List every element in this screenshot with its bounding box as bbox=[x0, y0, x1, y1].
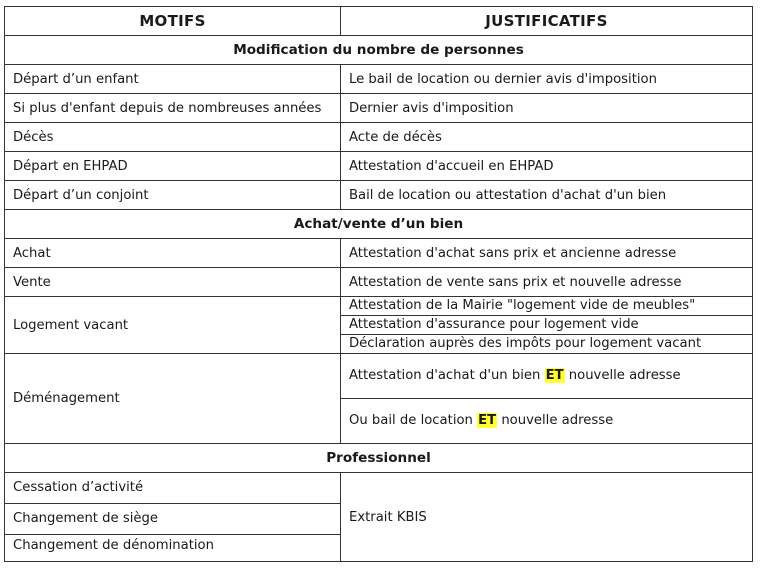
justificatif-cell: Le bail de location ou dernier avis d'imposition bbox=[341, 65, 753, 94]
table-row-demenagement bbox=[5, 354, 753, 444]
table-row bbox=[5, 239, 753, 268]
motif-cell: Départ en EHPAD bbox=[5, 152, 341, 181]
motif-cell: Achat bbox=[5, 239, 341, 268]
section-title-professionnel: Professionnel bbox=[5, 444, 753, 473]
justificatif-cell: Attestation d'achat sans prix et ancienne adresse bbox=[341, 239, 753, 268]
motif-cell: Vente bbox=[5, 268, 341, 297]
option-text: Attestation d'achat d'un bien bbox=[349, 368, 545, 383]
justificatif-cell: Bail de location ou attestation d'achat d'un bien bbox=[341, 181, 753, 210]
table-row bbox=[5, 65, 753, 94]
option-text: Ou bail de location bbox=[349, 413, 478, 428]
section-title-modification: Modification du nombre de personnes bbox=[5, 36, 753, 65]
motif-stack bbox=[5, 473, 341, 562]
table-row bbox=[5, 94, 753, 123]
motif-cell: Déménagement bbox=[5, 354, 341, 444]
header-justificatifs: JUSTIFICATIFS bbox=[341, 7, 753, 36]
motif-line: Cessation d’activité bbox=[5, 473, 340, 504]
highlight-et: ET bbox=[478, 413, 497, 428]
justificatif-cell: Attestation d'accueil en EHPAD bbox=[341, 152, 753, 181]
table-row bbox=[5, 268, 753, 297]
option-text: nouvelle adresse bbox=[564, 368, 681, 383]
section-header-row bbox=[5, 444, 753, 473]
table-header-row bbox=[5, 7, 753, 36]
justificatif-line: Attestation de la Mairie "logement vide de meubles" bbox=[341, 297, 752, 316]
header-motifs: MOTIFS bbox=[5, 7, 341, 36]
motif-cell: Si plus d'enfant depuis de nombreuses années bbox=[5, 94, 341, 123]
justificatif-cell: Extrait KBIS bbox=[341, 473, 753, 562]
motif-cell: Logement vacant bbox=[5, 297, 341, 354]
justificatif-stack bbox=[341, 354, 753, 444]
justificatif-line: Attestation d'assurance pour logement vide bbox=[341, 316, 752, 335]
table-row-logement-vacant bbox=[5, 297, 753, 354]
justificatif-option-bail bbox=[341, 399, 752, 443]
section-header-row bbox=[5, 210, 753, 239]
justificatifs-table bbox=[4, 6, 753, 562]
table-row bbox=[5, 123, 753, 152]
highlight-et: ET bbox=[545, 368, 564, 383]
table-row bbox=[5, 181, 753, 210]
justificatif-cell: Attestation de vente sans prix et nouvelle adresse bbox=[341, 268, 753, 297]
section-title-achat-vente: Achat/vente d’un bien bbox=[5, 210, 753, 239]
justificatif-stack bbox=[341, 297, 753, 354]
justificatif-cell: Dernier avis d'imposition bbox=[341, 94, 753, 123]
motif-cell: Décès bbox=[5, 123, 341, 152]
justificatif-option-achat bbox=[341, 354, 752, 399]
table-row-professionnel bbox=[5, 473, 753, 562]
table-row bbox=[5, 152, 753, 181]
justificatif-cell: Acte de décès bbox=[341, 123, 753, 152]
motif-cell: Départ d’un enfant bbox=[5, 65, 341, 94]
motif-line: Changement de dénomination bbox=[13, 538, 214, 553]
justificatif-line: Déclaration auprès des impôts pour logement vacant bbox=[349, 336, 702, 351]
section-header-row bbox=[5, 36, 753, 65]
motif-cell: Départ d’un conjoint bbox=[5, 181, 341, 210]
motif-line: Changement de siège bbox=[5, 504, 340, 535]
option-text: nouvelle adresse bbox=[497, 413, 614, 428]
